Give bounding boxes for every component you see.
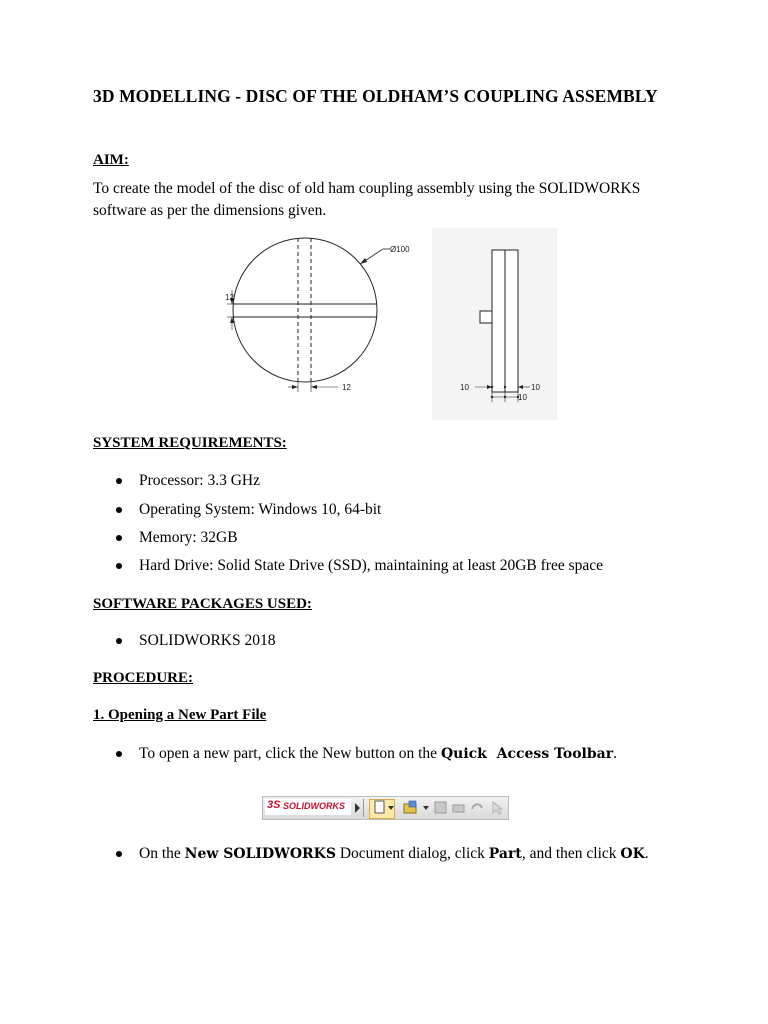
disc-outline <box>233 238 377 382</box>
bullet-icon <box>116 535 122 541</box>
list-item-text <box>139 845 649 863</box>
slot-projection <box>480 311 492 323</box>
aim-text: To create the model of the disc of old ham coupling assembly using the SOLIDWORKS software as per the dimensions given. <box>93 180 641 219</box>
bullet-icon <box>116 751 122 757</box>
new-dropdown-icon <box>387 802 397 814</box>
bullet-icon <box>116 851 122 857</box>
page-title: 3D MODELLING - DISC OF THE OLDHAM’S COUPLING ASSEMBLY <box>93 86 658 106</box>
toolbar-divider <box>363 799 364 817</box>
slot-width-label: 12 <box>342 383 351 392</box>
side-dim-right-label: 10 <box>531 383 540 392</box>
tongue-arrow-right <box>311 385 317 389</box>
print-icon <box>451 800 467 816</box>
bullet2-mid1: Document dialog, click <box>335 845 489 862</box>
bullet-icon <box>116 638 122 644</box>
side-dim-left-label: 10 <box>460 383 469 392</box>
bullet1-bold: Quick Access Toolbar <box>440 746 614 762</box>
list-item-text: Hard Drive: Solid State Drive (SSD), maintaining at least 20GB free space <box>139 557 604 574</box>
front-view-drawing <box>210 222 420 402</box>
system-requirements-heading: SYSTEM REQUIREMENTS: <box>93 435 287 451</box>
open-icon <box>403 800 419 816</box>
side-view-drawing <box>432 228 557 420</box>
new-icon <box>373 800 387 816</box>
bullet1-pre: To open a new part, click the New button on the <box>139 745 441 762</box>
logo-mark: 3S <box>267 799 281 811</box>
aim-heading: AIM: <box>93 152 129 168</box>
bullet-icon <box>116 507 122 513</box>
bullet1-post: . <box>613 745 617 762</box>
diameter-label: Ø100 <box>390 245 410 254</box>
list-item-text <box>139 745 617 763</box>
list-item-text: Processor: 3.3 GHz <box>139 472 260 489</box>
open-dropdown-icon <box>422 802 430 814</box>
list-item-text: Operating System: Windows 10, 64-bit <box>139 501 382 518</box>
diameter-arrow <box>360 258 367 264</box>
logo-text: SOLIDWORKS <box>283 801 345 811</box>
bullet2-bold1: New SOLIDWORKS <box>184 846 336 862</box>
expand-arrow-icon <box>355 803 360 813</box>
undo-icon <box>469 800 485 816</box>
bullet2-bold3: OK <box>620 846 645 862</box>
procedure-heading: PROCEDURE: <box>93 670 193 686</box>
bullet2-pre: On the <box>139 845 185 862</box>
bullet2-mid2: , and then click <box>521 845 621 862</box>
step-1-title: 1. Opening a New Part File <box>93 707 267 723</box>
list-item-text: Memory: 32GB <box>139 529 238 546</box>
select-icon <box>489 800 505 816</box>
solidworks-logo <box>265 799 351 815</box>
side-dot-2 <box>504 396 506 398</box>
side-dot-4 <box>491 386 493 388</box>
bullet2-post: . <box>644 845 649 862</box>
disc-tongue <box>505 250 518 392</box>
save-icon <box>433 800 449 816</box>
slot-height-label: 12 <box>225 293 234 302</box>
disc-body <box>492 250 505 392</box>
side-dot-5 <box>504 386 506 388</box>
bullet2-bold2: Part <box>488 846 522 862</box>
software-heading: SOFTWARE PACKAGES USED: <box>93 596 312 612</box>
side-dot-1 <box>491 396 493 398</box>
side-dim-bottom-label: 10 <box>518 393 527 402</box>
bullet-icon <box>116 478 122 484</box>
quick-access-toolbar-image <box>262 796 509 820</box>
tongue-arrow-left <box>292 385 298 389</box>
list-item-text: SOLIDWORKS 2018 <box>139 632 276 649</box>
bullet-icon <box>116 563 122 569</box>
